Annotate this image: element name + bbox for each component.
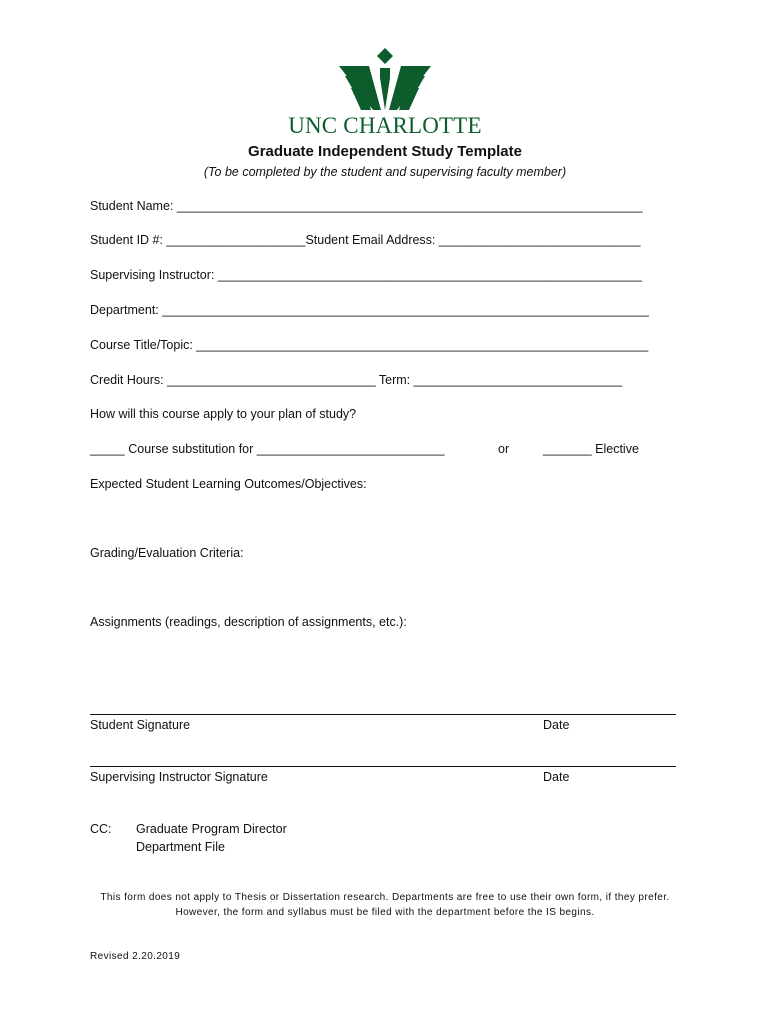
plan-of-study-question: How will this course apply to your plan of study? (90, 407, 357, 421)
student-signature-line[interactable] (90, 714, 676, 715)
department-field[interactable]: Department: ______________________________________________________________________ (90, 303, 649, 317)
grading-label: Grading/Evaluation Criteria: (90, 546, 244, 560)
cc-recipient-director: Graduate Program Director (136, 822, 287, 836)
student-name-field[interactable]: Student Name: ___________________________________________________________________ (90, 199, 643, 213)
instructor-signature-label: Supervising Instructor Signature (90, 770, 268, 784)
student-date-label: Date (543, 718, 570, 732)
or-label: or (498, 442, 510, 456)
assignments-label: Assignments (readings, description of assignments, etc.): (90, 615, 407, 629)
crown-emblem-icon (335, 44, 435, 112)
elective-field[interactable]: _______ Elective (543, 442, 639, 456)
form-title: Graduate Independent Study Template (248, 143, 522, 160)
cc-recipient-file: Department File (136, 840, 225, 854)
course-title-field[interactable]: Course Title/Topic: _________________________________________________________________ (90, 338, 649, 352)
outcomes-label: Expected Student Learning Outcomes/Objectives: (90, 477, 367, 491)
student-id-email-field[interactable]: Student ID #: ____________________Student Email Address: _____________________________ (90, 233, 641, 247)
revision-date: Revised 2.20.2019 (90, 951, 181, 962)
instructor-date-label: Date (543, 770, 570, 784)
student-signature-label: Student Signature (90, 718, 191, 732)
logo-wordmark: UNC CHARLOTTE (288, 113, 482, 138)
course-substitution-field[interactable]: _____ Course substitution for ___________________________ (90, 442, 445, 456)
unc-charlotte-logo (0, 44, 770, 138)
supervising-instructor-field[interactable]: Supervising Instructor: _____________________________________________________________ (90, 268, 642, 282)
footer-note-line1: This form does not apply to Thesis or Dissertation research. Departments are free to use their own form, if they prefer. (100, 892, 670, 903)
form-subtitle: (To be completed by the student and supervising faculty member) (203, 165, 567, 179)
credit-term-field[interactable]: Credit Hours: ______________________________ Term: ______________________________ (90, 373, 623, 387)
footer-note-line2: However, the form and syllabus must be filed with the department before the IS begins. (175, 907, 595, 918)
cc-label: CC: (90, 822, 112, 836)
instructor-signature-line[interactable] (90, 766, 676, 767)
